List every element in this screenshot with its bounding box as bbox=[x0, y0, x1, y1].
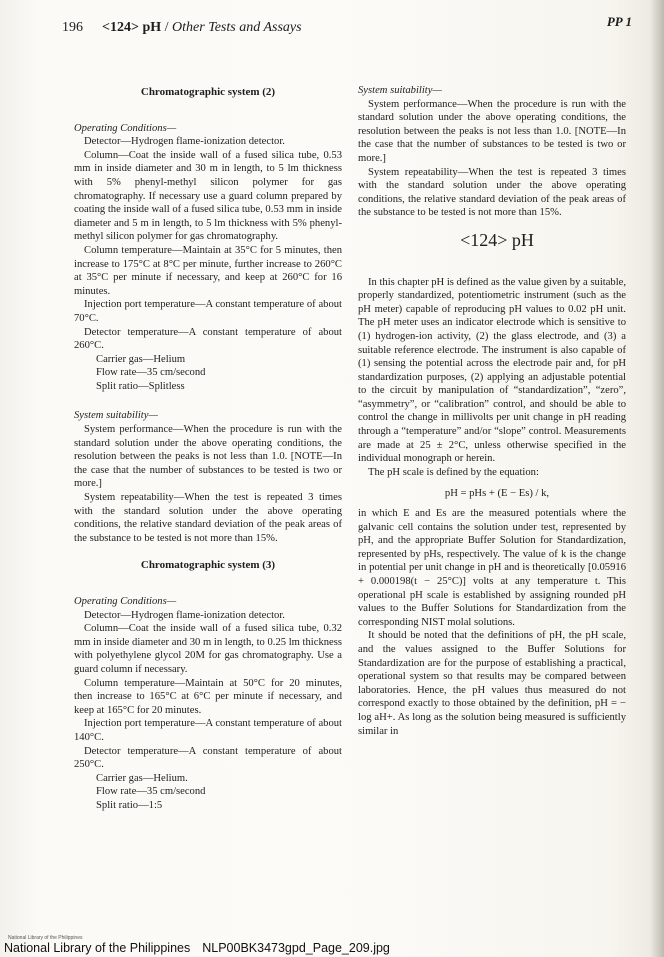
flow-rate: Flow rate—35 cm/second bbox=[96, 786, 206, 798]
running-head-chapter: <124> pH bbox=[102, 20, 162, 35]
paragraph: Column—Coat the inside wall of a fused silica tube, 0.32 mm in inside diameter and 30 m in length, to 0.25 lm thickness with polyethylene glycol 20M for gas chromatography. Use a guard column if necessary. bbox=[74, 623, 342, 675]
chapter-title: <124> pH bbox=[460, 229, 534, 250]
paragraph: Injection port temperature—A constant temperature of about 140°C. bbox=[74, 718, 342, 743]
footer-filename: NLP00BK3473gpd_Page_209.jpg bbox=[202, 941, 390, 955]
paragraph: Detector temperature—A constant temperature of about 250°C. bbox=[74, 745, 342, 771]
paragraph: Detector—Hydrogen flame-ionization detector. bbox=[84, 136, 285, 148]
paragraph: The pH scale is defined by the equation: bbox=[368, 466, 539, 478]
paragraph: Column temperature—Maintain at 35°C for 5 minutes, then increase to 175°C at 8°C per minute, further increase to 260°C at 35°C per minute if necessary, and keep at 260°C for 16 minutes. bbox=[74, 244, 342, 297]
paragraph: Injection port temperature—A constant temperature of about 70°C. bbox=[74, 299, 342, 324]
paragraph: Column temperature—Maintain at 50°C for 20 minutes, then increase to 165°C at 6°C per minute if necessary, and keep at 165°C for 20 minutes. bbox=[74, 677, 342, 716]
operating-conditions-label: Operating Conditions— bbox=[74, 596, 177, 607]
paragraph: System repeatability—When the test is repeated 3 times with the standard solution under the above operating conditions, the relative standard deviation of the peak areas of the substance to be tested is not more than 15%. bbox=[358, 166, 626, 219]
paragraph: Column—Coat the inside wall of a fused silica tube, 0.53 mm in inside diameter and 30 m in length, to 5 lm thickness with 5% phenyl-methyl silicon polymer for gas chromatography. If necessary use a guard column prepared by coating the inside wall of a fused silica tube, 0.53 mm in inside diameter and 5 m in length, to 5 lm thickness with 5% phenyl-methyl silicon polymer for gas chromatography. bbox=[74, 149, 342, 243]
section-heading: Chromatographic system (3) bbox=[140, 559, 276, 572]
library-stamp: National Library of the Philippines bbox=[8, 935, 83, 941]
footer-library: National Library of the Philippines bbox=[4, 941, 191, 955]
system-suitability-label: System suitability— bbox=[74, 410, 158, 422]
paragraph: It should be noted that the definitions of pH, the pH scale, and the values assigned to the Buffer Solutions for Standardization are for the purpose of establishing a practical, operational system so that results may be compared between laboratories. Hence, the pH values thus measured do not correspond exactly to those obtained by the definition, pH = − log aH+. As long as the solution being measured is sufficiently similar in bbox=[358, 630, 626, 737]
section-heading: Chromatographic system (2) bbox=[140, 86, 276, 98]
paragraph: System repeatability—When the test is repeated 3 times with the standard solution under the above operating conditions, the relative standard deviation of the peak areas of the substance to be tested is not more than 15%. bbox=[74, 492, 342, 544]
split-ratio: Split ratio—Splitless bbox=[96, 380, 185, 392]
paragraph: in which E and Es are the measured potentials where the galvanic cell contains the solution under test, represented by pH, and the appropriate Buffer Solution for Standardization, represented by pHs, respectively. The value of k is the change in potential per unit change in pH and is theoretically [0.05916 + 0.000198(t − 25°C)] volts at any temperature t. This operational pH scale is established by assigning rounded pH values to the Buffer Solutions for Standardization from the corresponding NIST molal solutions. bbox=[358, 508, 626, 628]
right-column bbox=[358, 84, 626, 738]
footer-bar bbox=[0, 941, 664, 957]
paragraph: System performance—When the procedure is run with the standard solution under the above operating conditions, the resolution between the peaks is not less than 1.0. [NOTE—In the case that the number of substances to be tested is two or more.] bbox=[74, 424, 342, 490]
paragraph: Detector—Hydrogen flame-ionization detector. bbox=[84, 609, 285, 621]
ph-equation: pH = pHs + (E − Es) / k, bbox=[444, 488, 550, 500]
paragraph: In this chapter pH is defined as the value given by a suitable, properly standardized, potentiometric instrument (such as the pH meter) capable of reproducing pH values to 0.02 pH unit. The pH meter uses an indicator electrode which is sensitive to (1) hydrogen-ion activity, (2) the glass electrode, and (3) a suitable reference electrode. The instrument is also capable of (1) sensing the potential across the electrode pair and, for pH standardization purposes, (2) applying an adjustable potential to the circuit by manipulation of “standardization”, “zero”, “asymmetry”, or “calibration” control, and should be able to control the change in millivolts per unit change in pH reading through a “temperature” and/or “slope” control. Measurements are made at 25 ± 2°C, unless otherwise specified in the individual monograph or herein. bbox=[358, 276, 627, 465]
flow-rate: Flow rate—35 cm/second bbox=[96, 367, 206, 379]
operating-conditions-label: Operating Conditions— bbox=[74, 122, 177, 134]
running-head-separator: / bbox=[164, 20, 169, 35]
running-head-title: Other Tests and Assays bbox=[172, 20, 302, 35]
paragraph: Detector temperature—A constant temperature of about 260°C. bbox=[74, 326, 342, 352]
corner-mark: PP 1 bbox=[606, 14, 632, 29]
paragraph: System performance—When the procedure is run with the standard solution under the above operating conditions, the resolution between the peaks is not less than 1.0. [NOTE—In the case that the number of substances to be tested is two or more.] bbox=[358, 98, 626, 164]
carrier-gas: Carrier gas—Helium. bbox=[96, 772, 188, 784]
left-column bbox=[74, 86, 342, 813]
carrier-gas: Carrier gas—Helium bbox=[96, 353, 186, 365]
page-edge-shadow bbox=[650, 0, 664, 957]
system-suitability-label: System suitability— bbox=[358, 85, 442, 96]
running-head bbox=[102, 20, 302, 36]
page-number: 196 bbox=[62, 20, 83, 35]
split-ratio: Split ratio—1:5 bbox=[96, 799, 163, 811]
